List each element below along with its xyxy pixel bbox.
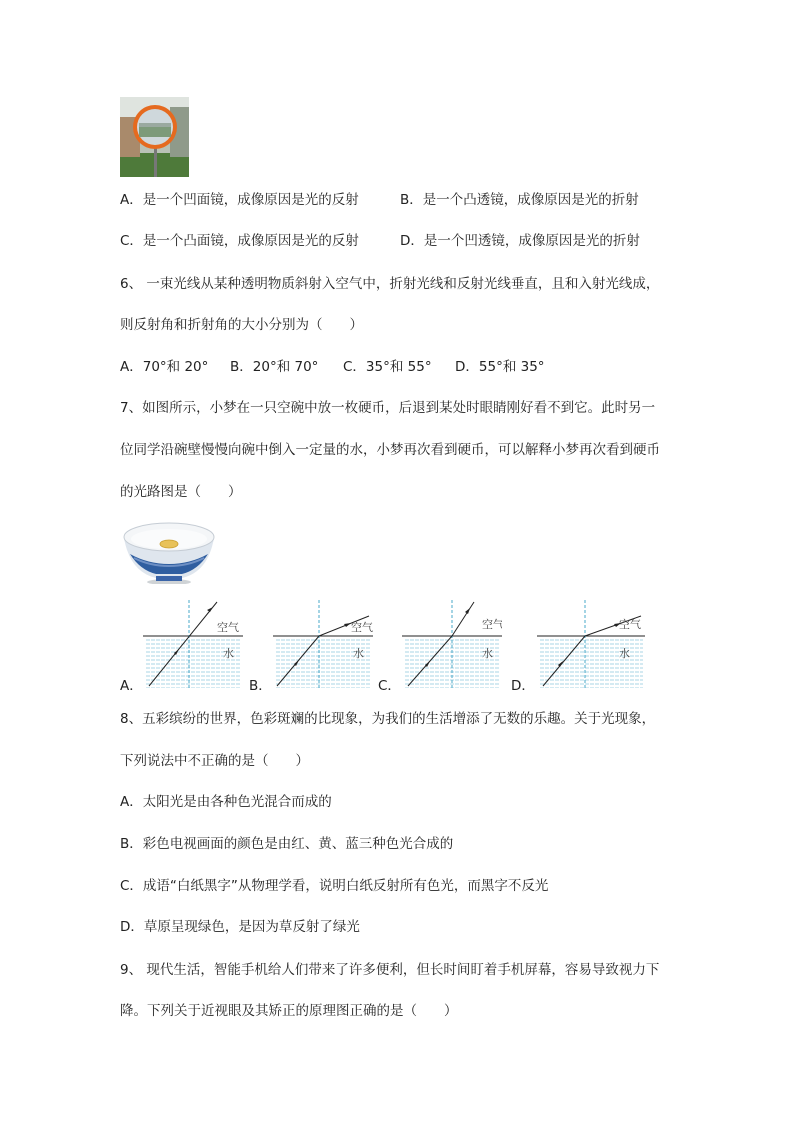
q6-option-d[interactable]: D．55°和 35° [455, 359, 545, 375]
q7-question-line-3: 的光路图是（ ） [120, 484, 242, 500]
q6-question-line-2: 则反射角和折射角的大小分别为（ ） [120, 317, 363, 333]
q8-option-a[interactable]: A．太阳光是由各种色光混合而成的 [120, 794, 332, 810]
bowl-with-coin-photo [120, 520, 218, 584]
q7-option-c[interactable]: C． [378, 678, 401, 694]
q7-diagram-a[interactable] [143, 598, 243, 694]
q6-option-b[interactable]: B．20°和 70° [230, 359, 319, 375]
q8-question-line-1: 8、五彩缤纷的世界，色彩斑斓的比现象，为我们的生活增添了无数的乐趣。关于光现象， [120, 711, 656, 727]
q7-diagram-c-air-label: 空气 [482, 618, 502, 631]
q7-diagram-a-water-label: 水 [223, 647, 234, 660]
q7-option-a[interactable]: A． [120, 678, 143, 694]
q7-diagram-d-water-label: 水 [619, 647, 630, 660]
q7-diagram-a-air-label: 空气 [217, 621, 239, 634]
q7-diagram-b[interactable] [273, 598, 373, 694]
q9-question-line-1: 9、 现代生活，智能手机给人们带来了许多便利，但长时间盯着手机屏幕，容易导致视力下 [120, 962, 660, 978]
q7-diagram-c-water-label: 水 [482, 647, 493, 660]
q7-diagram-c[interactable] [402, 598, 502, 694]
q8-option-d[interactable]: D．草原呈现绿色，是因为草反射了绿光 [120, 919, 360, 935]
q8-option-c[interactable]: C．成语“白纸黑字”从物理学看，说明白纸反射所有色光，而黑字不反光 [120, 878, 549, 894]
q9-question-line-2: 降。下列关于近视眼及其矫正的原理图正确的是（ ） [120, 1003, 458, 1019]
q7-diagram-b-water-label: 水 [353, 647, 364, 660]
q8-option-b[interactable]: B．彩色电视画面的颜色是由红、黄、蓝三种色光合成的 [120, 836, 454, 852]
q7-question-line-1: 7、如图所示，小梦在一只空碗中放一枚硬币，后退到某处时眼睛刚好看不到它。此时另一 [120, 400, 656, 416]
q7-diagram-d-air-label: 空气 [619, 618, 641, 631]
q5-option-c[interactable]: C．是一个凸面镜，成像原因是光的反射 [120, 233, 359, 249]
convex-mirror-photo [120, 97, 189, 177]
q6-option-a[interactable]: A．70°和 20° [120, 359, 209, 375]
q7-diagram-d[interactable] [537, 598, 647, 694]
q6-question-line-1: 6、 一束光线从某种透明物质斜射入空气中，折射光线和反射光线垂直，且和入射光线成， [120, 276, 660, 292]
q6-option-c[interactable]: C．35°和 55° [343, 359, 432, 375]
q7-diagram-b-air-label: 空气 [351, 621, 373, 634]
q5-option-d[interactable]: D．是一个凹透镜，成像原因是光的折射 [400, 233, 640, 249]
q5-option-b[interactable]: B．是一个凸透镜，成像原因是光的折射 [400, 192, 639, 208]
q7-option-d[interactable]: D． [511, 678, 535, 694]
q7-option-b[interactable]: B． [249, 678, 272, 694]
q7-question-line-2: 位同学沿碗壁慢慢向碗中倒入一定量的水，小梦再次看到硬币，可以解释小梦再次看到硬币 [120, 442, 660, 458]
q8-question-line-2: 下列说法中不正确的是（ ） [120, 753, 309, 769]
q5-option-a[interactable]: A．是一个凹面镜，成像原因是光的反射 [120, 192, 359, 208]
